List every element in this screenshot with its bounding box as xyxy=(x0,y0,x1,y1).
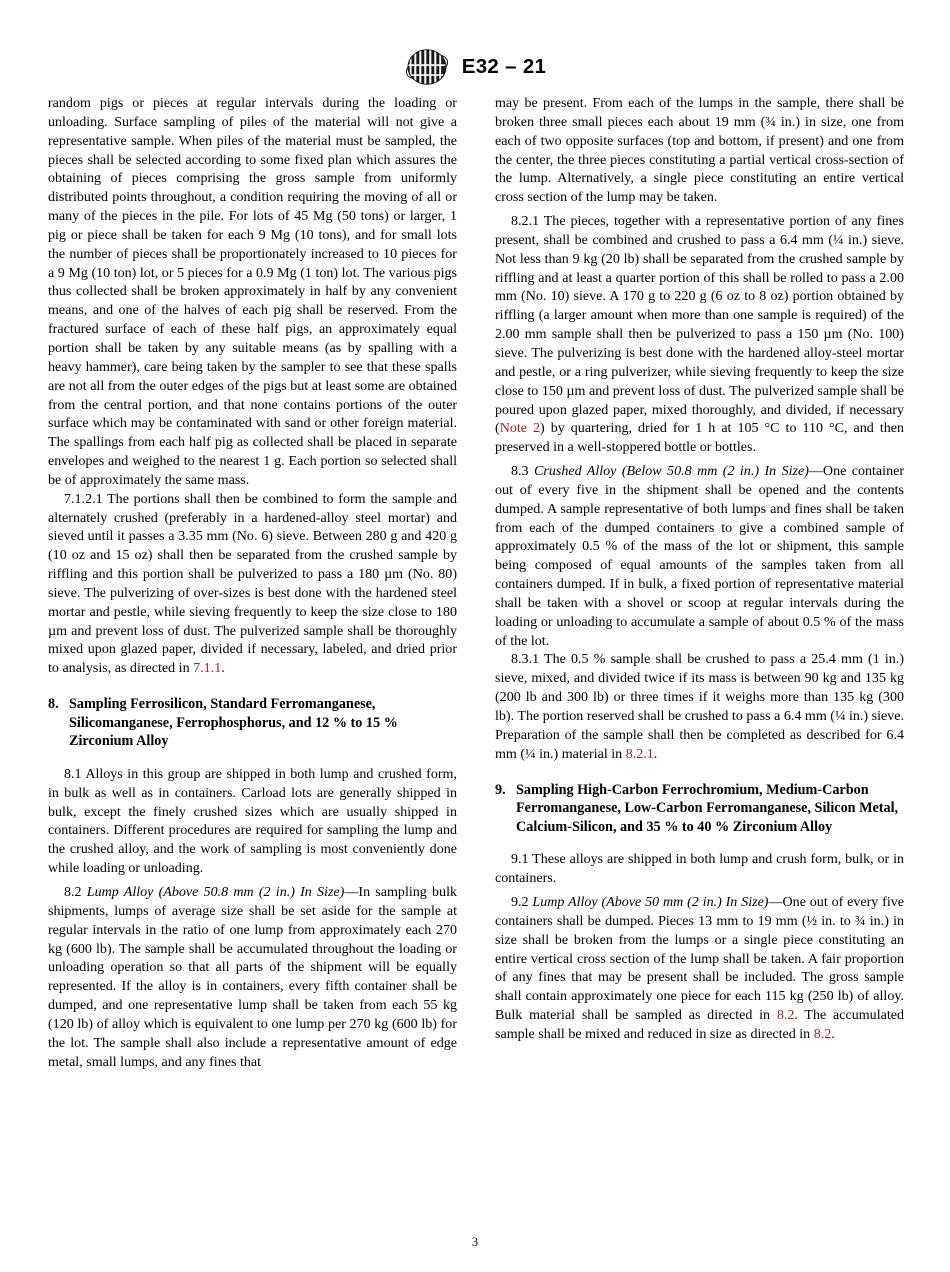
clause-title-italic: Lump Alloy (Above 50.8 mm (2 in.) In Size) xyxy=(86,884,345,900)
clause-text: These alloys are shipped in both lump and crush form, bulk, or in containers. xyxy=(495,851,904,887)
section-title: Sampling High-Carbon Ferrochromium, Medium-Carbon Ferromanganese, Low-Carbon Ferromanganese, Silicon Metal, Calcium-Silicon, and 35 % to 40 % Zirconium Alloy xyxy=(516,781,899,835)
note-reference-link[interactable]: Note 2 xyxy=(499,420,541,437)
clause-text: The portions shall then be combined to form the sample and alternately crushed (preferably in a hardened-alloy steel mortar) and sieved until it passes a 3.35 mm (No. 6) sieve. Between 280 g and 420 g (10 oz and 15 oz) shall then be separated from the crushed sample by riffling and this portion shall be pulverized to pass a 180 µm (No. 80) sieve. The pulverizing of over-sizes is best done with the hardened steel mortar and pestle, while sieving frequently to keep the size close to 180 µm and prevent loss of dust. The pulverized sample shall be thoroughly mixed upon glazed paper, divided if necessary, labeled, and dried prior to analysis, as directed in xyxy=(48,490,457,677)
cross-reference-link[interactable]: 7.1.1 xyxy=(193,660,222,677)
section-number: 9. xyxy=(495,781,506,798)
clause-number: 8.2.1 xyxy=(511,213,540,230)
clause-text-end: . xyxy=(653,745,658,762)
clause-text: —In sampling bulk shipments, lumps of average size shall be set aside for the sample at regular intervals in the ratio of one lump from approximately each 270 kg (600 lb). The sample shall be accumulated throughout the loading or unloading operation so that all parts of the shipment will be equally represented. If the alloy is in containers, every fifth container shall be dumped, and one representative lump shall be taken from each 55 kg (120 lb) of alloy which is equivalent to one lump per 270 kg (600 lb) for the lot. The sample shall also include a representative amount of edge metal, small lumps, and any fines that xyxy=(48,884,457,1070)
standard-designation: E32 – 21 xyxy=(461,55,547,78)
section-heading-8 xyxy=(48,695,457,751)
clause-number: 8.1 xyxy=(64,765,82,782)
clause-text: —One container out of every five in the shipment shall be opened and the contents dumped. A sample representative of both lumps and fines shall be taken from each of the dumped containers to give a combined sample of approximately 0.5 % of the mass of the lot or shipment, this sample being composed of equal amounts of the samples taken from all containers dumped. If in bulk, a fixed portion of representative material shall be taken with a shovel or scoop at regular intervals during the loading or unloading to accumulate a sample of about 0.5 % of the mass of the lot. xyxy=(495,463,905,649)
paragraph-8-1 xyxy=(48,765,457,878)
page-header xyxy=(0,44,950,90)
paragraph-8-2-1 xyxy=(495,212,904,457)
clause-number: 8.3.1 xyxy=(511,651,540,668)
clause-text: Alloys in this group are shipped in both lump and crushed form, in bulk as well as in containers. Carload lots are generally shipped in bulk, except the finely crushed sizes which are usually shipped in containers. Different procedures are required for sampling the lump and the crushed alloy, and the work of sampling is most conveniently done while loading or unloading. xyxy=(48,765,457,877)
clause-number: 7.1.2.1 xyxy=(64,490,103,507)
clause-number: 9.1 xyxy=(511,851,529,868)
section-heading-9 xyxy=(495,781,904,837)
astm-logo-icon xyxy=(404,47,450,87)
clause-text: The 0.5 % sample shall be crushed to pass a 25.4 mm (1 in.) sieve, mixed, and divided twice if its mass is between 90 kg and 135 kg (200 lb and 300 lb) or three times if it weighs more than 135 kg (300 lb). The portion reserved shall be crushed to pass a 6.4 mm (¼ in.) sieve. Preparation of the sample shall then be completed as described for 6.4 mm (¼ in.) material in xyxy=(495,651,904,762)
paragraph-continuation: random pigs or pieces at regular intervals during the loading or unloading. Surface sampling of piles of the material will not give a representative sample. When piles of the material must be sampled, the pieces shall be selected according to some fixed plan which assures the obtaining of pieces comprising the gross sample from uniformly distributed points throughout, a condition requiring the moving of all or many of the pieces in the pile. For lots of 45 Mg (50 tons) or larger, 1 pig or piece shall be taken for each 9 Mg (10 tons), and for small lots the number of pieces shall be proportionately increased to 10 pieces for a 9 Mg (10 ton) lot, or 5 pieces for a 0.9 Mg (1 ton) lot. The various pigs thus collected shall be broken approximately in half by any convenient means, and one of the halves of each pig shall be reserved. From the fractured surface of each of these half pigs, an approximately equal portion shall be taken by any suitable means (as by spalling with a heavy hammer), care being taken by the sampler to see that these spalls are not all from the outer edges of the pigs but at least some are obtained from the central portion, and that none contains portions of the outer surface which may be contaminated with sand or other foreign material. The spallings from each half pig as collected shall be placed in separate envelopes and weighed to the nearest 1 g. Each portion so selected shall be of approximately the same mass. xyxy=(48,95,457,488)
clause-text: —One out of every five containers shall be dumped. Pieces 13 mm to 19 mm (½ in. to ¾ in.) in size shall be broken from the lumps or a single piece constituting an entire vertical cross section of the lump shall be taken. A fair proportion of any fines that may be present shall be included. The gross sample shall contain approximately one piece for each 115 kg (250 lb) of alloy. Bulk material shall be sampled as directed in xyxy=(495,894,904,1024)
page-number: 3 xyxy=(471,1235,479,1249)
clause-text-end: . xyxy=(831,1025,835,1042)
right-column xyxy=(495,94,904,1071)
clause-number: 8.2 xyxy=(64,884,82,900)
clause-text-mid: . The accumulated sample shall be mixed and reduced in size as directed in xyxy=(495,1007,904,1042)
cross-reference-link[interactable]: 8.2 xyxy=(813,1025,832,1042)
paragraph-7-1-2-1 xyxy=(48,490,457,678)
clause-text-end: ) by quartering, dried for 1 h at 105 °C to 110 °C, and then preserved in a well-stoppered bottle or bottles. xyxy=(495,420,905,456)
clause-text-end: . xyxy=(221,660,225,677)
paragraph-9-2 xyxy=(495,893,904,1044)
paragraph-continuation: may be present. From each of the lumps in the sample, there shall be broken three small pieces each about 19 mm (¾ in.) in size, one from each of two opposite surfaces (top and bottom, if present) and one from the center, the three pieces constituting a partial vertical cross-section of the lump. Alternatively, a single piece constituting an entire vertical cross section of the lump may be taken. xyxy=(495,95,904,206)
clause-title-italic: Lump Alloy (Above 50 mm (2 in.) In Size) xyxy=(532,894,769,910)
clause-text: The pieces, together with a representative portion of any fines present, shall be combined and crushed to pass a 6.4 mm (¼ in.) sieve. Not less than 9 kg (20 lb) shall be separated from the crushed sample by riffling and at least a quarter portion of this shall be rolled to pass a 2.00 mm (No. 10) sieve. A 170 g to 220 g (6 oz to 8 oz) portion obtained by riffling (a larger amount when more than one sample is required) of the 2.00 mm sample shall then be pulverized to pass a 150 µm (No. 100) sieve. The pulverizing is best done with the hardened alloy-steel mortar and pestle, or a ring pulverizer, while sieving frequently to keep the size close to 150 µm and prevent loss of dust. The pulverized sample shall be poured upon glazed paper, mixed thoroughly, and divided, if necessary ( xyxy=(495,213,904,437)
section-number: 8. xyxy=(48,696,59,713)
paragraph-8-3-1 xyxy=(495,650,904,763)
paragraph-8-2 xyxy=(48,883,457,1071)
section-title: Sampling Ferrosilicon, Standard Ferromanganese, Silicomanganese, Ferrophosphorus, and 12 % to 15 % Zirconium Alloy xyxy=(69,696,398,750)
cross-reference-link[interactable]: 8.2 xyxy=(776,1007,795,1024)
left-column xyxy=(48,94,457,1071)
paragraph-9-1 xyxy=(495,850,904,888)
two-column-body xyxy=(48,94,904,1071)
clause-number: 8.3 xyxy=(511,463,529,480)
clause-number: 9.2 xyxy=(511,894,529,910)
cross-reference-link[interactable]: 8.2.1 xyxy=(625,745,654,762)
clause-title-italic: Crushed Alloy (Below 50.8 mm (2 in.) In Size) xyxy=(534,463,809,480)
paragraph-8-3 xyxy=(495,462,904,650)
